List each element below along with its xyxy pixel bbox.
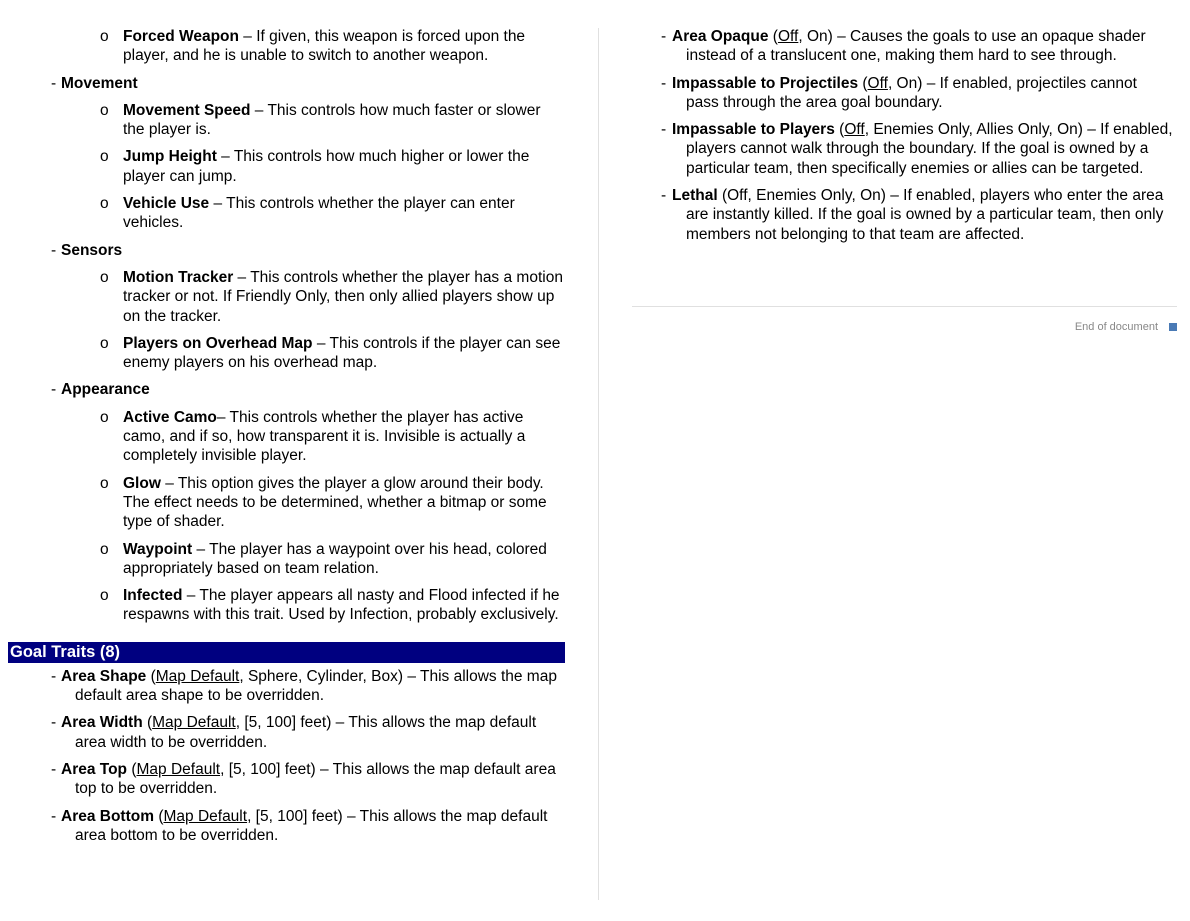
goal-trait-item (0, 667, 580, 706)
item-text: – This controls if the player can see enemy players on his overhead map. (123, 334, 561, 372)
item-text: – This option gives the player a glow around their body. The effect needs to be determined, whether a bitmap or some type of shader. (123, 474, 547, 531)
left-column (0, 27, 580, 853)
subsection-heading (0, 241, 580, 260)
list-item (0, 586, 580, 625)
item-term: Glow (123, 474, 161, 492)
list-item (0, 540, 580, 579)
item-text: , On) – If enabled, projectiles cannot pass through the area goal boundary. (686, 74, 1137, 111)
item-open: ( (127, 760, 137, 778)
dash-marker: - (51, 807, 57, 825)
item-term: Lethal (672, 187, 718, 205)
item-text: , [5, 100] feet) – This allows the map default area width to be overridden. (75, 714, 537, 751)
goal-trait-item (632, 120, 1177, 178)
bullet-marker: o (100, 28, 109, 45)
end-square-icon (1169, 323, 1177, 331)
goal-trait-item (632, 186, 1177, 244)
item-term: Area Shape (61, 667, 147, 685)
bullet-marker: o (100, 540, 109, 558)
item-open: ( (834, 121, 845, 139)
goal-trait-item (632, 74, 1177, 113)
item-term: Waypoint (123, 540, 193, 558)
item-open: ( (858, 74, 868, 92)
item-term: Movement Speed (123, 101, 251, 119)
list-item (0, 474, 580, 532)
default-option: Off (844, 121, 865, 139)
dash-marker: - (661, 187, 667, 205)
item-text: , On) – Causes the goals to use an opaque shader instead of a translucent one, making them hard to see through. (686, 28, 1146, 65)
item-text: – This controls whether the player has active camo, and if so, how transparent it is. Invisible is actually a completely invisible player. (123, 408, 526, 465)
item-text: – This controls how much higher or lower the player can jump. (123, 148, 530, 185)
item-text: , [5, 100] feet) – This allows the map default area top to be overridden. (75, 760, 556, 798)
item-text: – This controls how much faster or slower the player is. (123, 101, 541, 139)
bullet-marker: o (100, 334, 109, 352)
item-open: ( (154, 807, 164, 825)
list-item (0, 334, 580, 373)
dash-marker: - (51, 381, 57, 399)
dash-marker: - (51, 667, 57, 685)
goal-trait-item (0, 807, 580, 846)
bullet-marker: o (100, 408, 109, 426)
list-item (0, 194, 580, 233)
column-divider (598, 28, 599, 900)
default-option: Map Default (136, 760, 221, 778)
item-text: – This controls whether the player can enter vehicles. (123, 195, 515, 232)
item-text: , [5, 100] feet) – This allows the map default area bottom to be overridden. (75, 807, 548, 844)
default-option: Map Default (163, 807, 248, 825)
item-open: ( (142, 714, 153, 732)
default-option: Off (777, 28, 799, 45)
dash-marker: - (661, 28, 667, 45)
dash-marker: - (51, 241, 57, 259)
bullet-marker: o (100, 474, 109, 492)
list-item (0, 27, 580, 66)
bullet-marker: o (100, 587, 109, 605)
dash-marker: - (51, 74, 57, 92)
list-item (0, 101, 580, 140)
goal-trait-item (632, 27, 1177, 66)
right-column (632, 27, 1177, 334)
item-term: Impassable to Players (672, 121, 835, 139)
item-text: – This controls whether the player has a motion tracker or not. If Friendly Only, then only allied players show up on the tracker. (123, 268, 563, 325)
subsection-heading (0, 380, 580, 399)
goal-trait-item (0, 760, 580, 799)
heading-label: Movement (61, 74, 138, 92)
item-term: Active Camo (123, 408, 217, 426)
default-option: Map Default (152, 714, 236, 732)
item-text: – The player appears all nasty and Flood infected if he respawns with this trait. Used by Infection, probably exclusively. (123, 587, 560, 624)
item-open: ( (768, 28, 778, 45)
end-of-document (632, 320, 1177, 334)
item-term: Motion Tracker (123, 268, 234, 286)
item-term: Forced Weapon (123, 28, 239, 45)
subsection-heading (0, 74, 580, 93)
item-term: Area Width (61, 714, 143, 732)
item-term: Area Opaque (672, 28, 769, 45)
heading-label: Appearance (61, 381, 150, 399)
item-text: , Sphere, Cylinder, Box) – This allows the map default area shape to be overridden. (75, 667, 557, 705)
end-rule (632, 306, 1177, 307)
goal-trait-item (0, 713, 580, 752)
list-item (0, 268, 580, 326)
bullet-marker: o (100, 148, 109, 166)
item-open: ( (146, 667, 156, 685)
heading-label: Sensors (61, 241, 123, 259)
dash-marker: - (51, 760, 57, 778)
bullet-marker: o (100, 195, 109, 213)
item-term: Area Bottom (61, 807, 155, 825)
item-term: Infected (123, 587, 183, 605)
item-term: Jump Height (123, 148, 217, 166)
end-label: End of document (1074, 320, 1158, 333)
bullet-marker: o (100, 268, 109, 286)
default-option: Map Default (155, 667, 240, 685)
item-term: Impassable to Projectiles (672, 74, 859, 92)
item-text: , Enemies Only, Allies Only, On) – If enabled, players cannot walk through the boundary. If the goal is owned by a particular team, then specifically enemies or allies can be targeted. (686, 121, 1173, 177)
dash-marker: - (51, 714, 57, 732)
list-item (0, 408, 580, 466)
default-option: Off (867, 74, 888, 92)
dash-marker: - (661, 121, 667, 139)
list-item (0, 147, 580, 186)
item-text: – If given, this weapon is forced upon the player, and he is unable to switch to another weapon. (123, 28, 526, 65)
item-term: Area Top (61, 760, 128, 778)
bullet-marker: o (100, 101, 109, 119)
item-term: Players on Overhead Map (123, 334, 313, 352)
dash-marker: - (661, 74, 667, 92)
section-heading-goal-traits: Goal Traits (8) (8, 642, 565, 663)
item-text: (Off, Enemies Only, On) – If enabled, players who enter the area are instantly killed. If the goal is owned by a particular team, then only members not belonging to that team are affected. (686, 187, 1164, 243)
item-text: – The player has a waypoint over his head, colored appropriately based on team relation. (123, 540, 547, 577)
item-term: Vehicle Use (123, 195, 210, 213)
